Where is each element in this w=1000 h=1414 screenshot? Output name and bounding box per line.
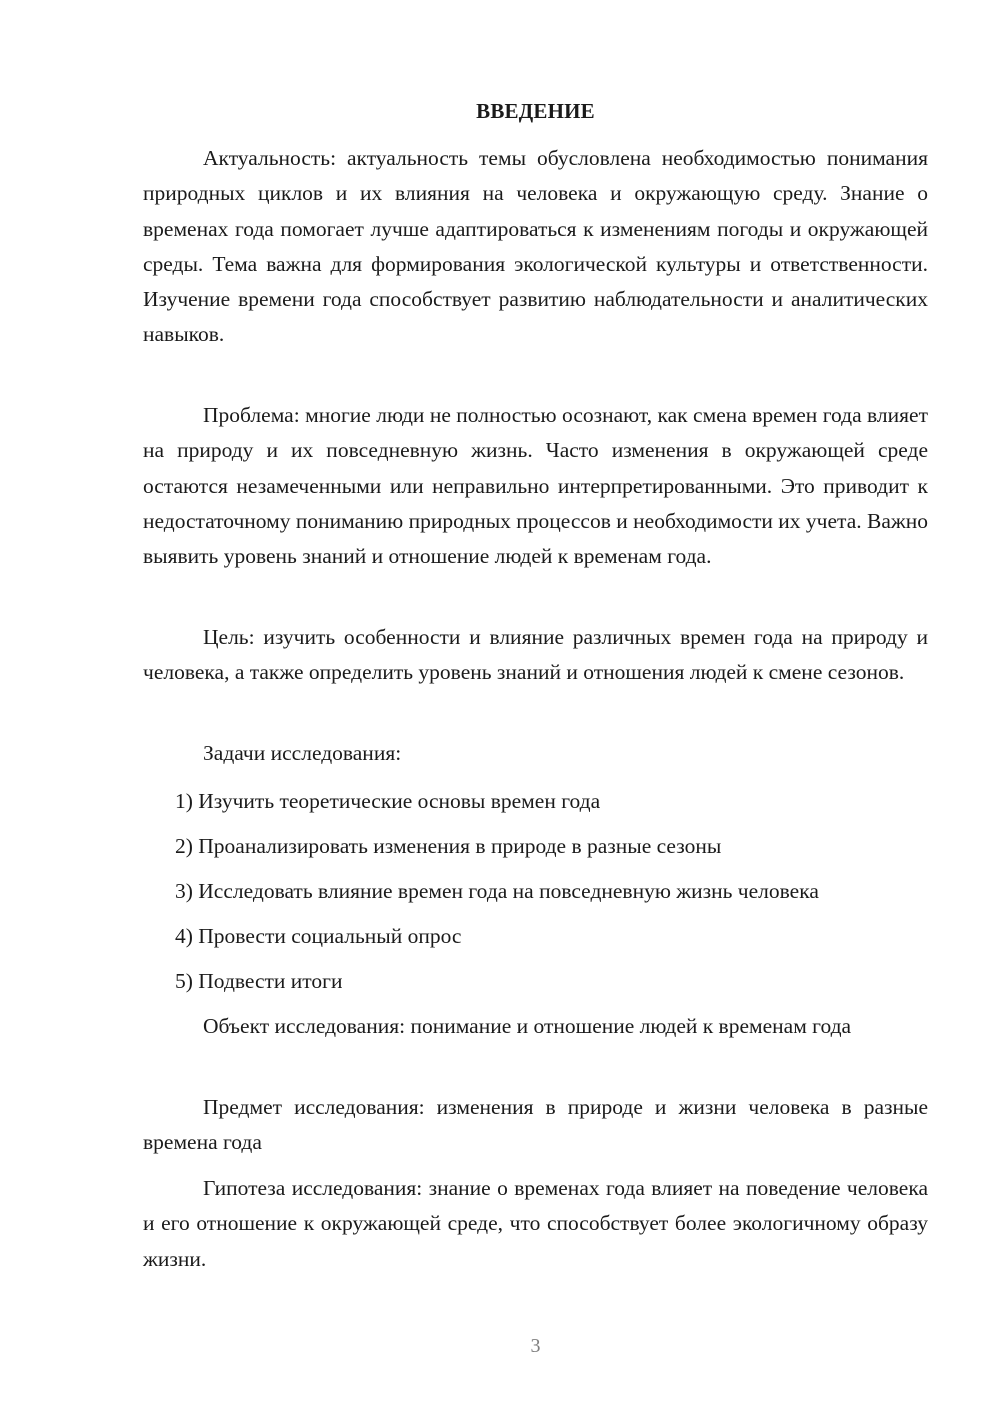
tasks-heading: Задачи исследования:	[203, 741, 402, 765]
goal-paragraph: Цель: изучить особенности и влияние различных времен года на природу и человека, а также определить уровень знаний и отношения людей к смене сезонов.	[143, 625, 928, 685]
task-item: 5) Подвести итоги	[175, 969, 343, 993]
task-item: 4) Провести социальный опрос	[175, 924, 462, 948]
task-item: 3) Исследовать влияние времен года на повседневную жизнь человека	[175, 879, 819, 903]
subject-paragraph: Предмет исследования: изменения в природе и жизни человека в разные времена года	[143, 1095, 928, 1155]
page-number: 3	[530, 1335, 541, 1357]
page-title: ВВЕДЕНИЕ	[476, 99, 595, 123]
problem-paragraph: Проблема: многие люди не полностью осознают, как смена времен года влияет на природу и их повседневную жизнь. Часто изменения в окружающей среде остаются незамеченными или неправильно интерпретированными. Это приводит к недостаточному пониманию природных процессов и необходимости их учета. Важно выявить уровень знаний и отношение людей к временам года.	[143, 403, 928, 569]
hypothesis-paragraph: Гипотеза исследования: знание о временах года влияет на поведение человека и его отношение к окружающей среде, что способствует более экологичному образу жизни.	[143, 1176, 928, 1271]
relevance-paragraph: Актуальность: актуальность темы обусловлена необходимостью понимания природных циклов и их влияния на человека и окружающую среду. Знание о временах года помогает лучше адаптироваться к изменениям погоды и окружающей среды. Тема важна для формирования экологической культуры и ответственности. Изучение времени года способствует развитию наблюдательности и аналитических навыков.	[143, 146, 928, 347]
object-paragraph: Объект исследования: понимание и отношение людей к временам года	[203, 1014, 852, 1038]
task-item: 1) Изучить теоретические основы времен года	[175, 789, 601, 813]
task-item: 2) Проанализировать изменения в природе в разные сезоны	[175, 834, 722, 858]
